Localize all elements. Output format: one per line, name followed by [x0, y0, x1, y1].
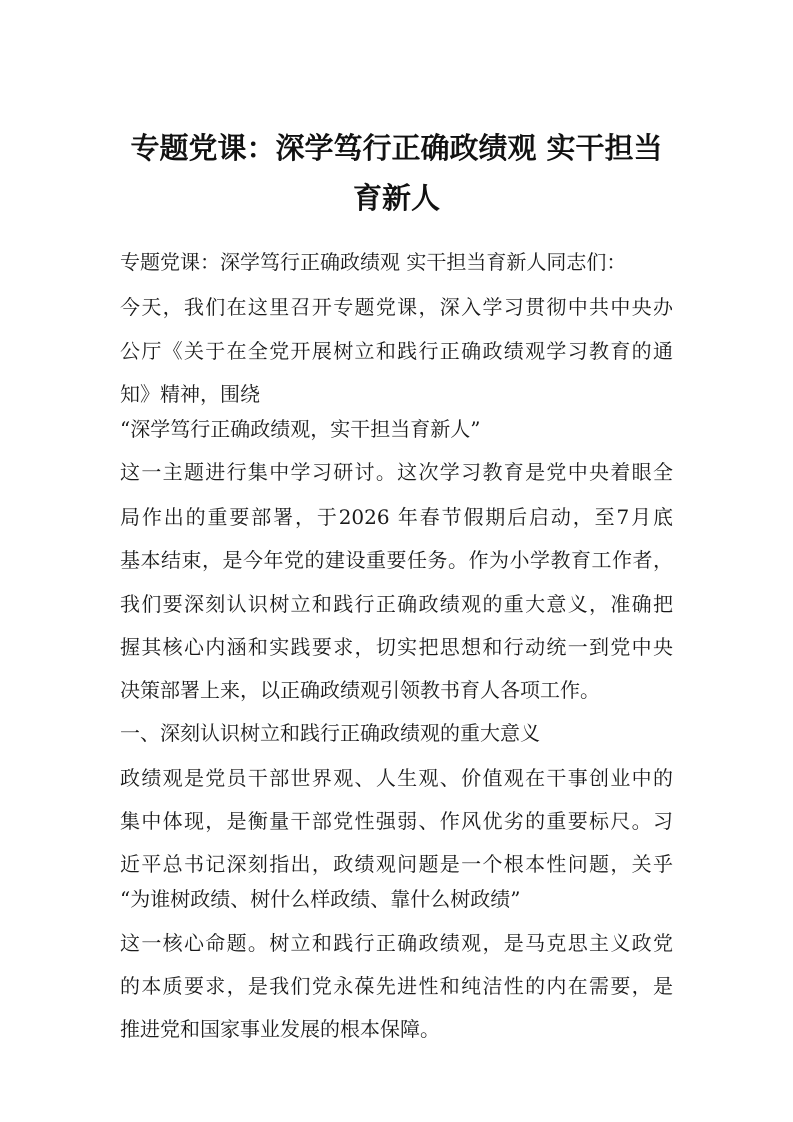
quote-line: “深学笃行正确政绩观，实干担当育新人” — [120, 417, 481, 441]
document-title-line-1: 专题党课：深学笃行正确政绩观 实干担当 — [130, 131, 663, 165]
body-line: 集中体现，是衡量干部党性强弱、作风优劣的重要标尺。习 — [120, 809, 673, 833]
body-line: 知》精神，围绕 — [120, 382, 260, 406]
document-title-line-2: 育新人 — [352, 181, 440, 215]
section-heading: 一、深刻认识树立和践行正确政绩观的重大意义 — [120, 721, 540, 745]
body-line: 我们要深刻认识树立和践行正确政绩观的重大意义，准确把 — [120, 592, 673, 616]
body-line: 近平总书记深刻指出，政绩观问题是一个根本性问题，关乎 — [120, 852, 673, 876]
body-line: 决策部署上来，以正确政绩观引领教书育人各项工作。 — [120, 678, 600, 702]
body-line: 的本质要求，是我们党永葆先进性和纯洁性的内在需要，是 — [120, 974, 673, 998]
body-line: 政绩观是党员干部世界观、人生观、价值观在干事创业中的 — [120, 766, 673, 790]
body-line: 推进党和国家事业发展的根本保障。 — [120, 1017, 440, 1041]
body-line: 这一主题进行集中学习研讨。这次学习教育是党中央着眼全 — [120, 460, 673, 484]
body-line: 今天，我们在这里召开专题党课，深入学习贯彻中共中央办 — [120, 295, 673, 319]
body-line: 局作出的重要部署，于2026 年春节假期后启动，至7月底 — [120, 505, 673, 529]
quote-line: “为谁树政绩、树什么样政绩、靠什么树政绩” — [120, 887, 521, 911]
body-line: 这一核心命题。树立和践行正确政绩观，是马克思主义政党 — [120, 931, 673, 955]
body-line: 基本结束，是今年党的建设重要任务。作为小学教育工作者， — [120, 548, 673, 572]
body-line: 握其核心内涵和实践要求，切实把思想和行动统一到党中央 — [120, 635, 673, 659]
body-line: 专题党课：深学笃行正确政绩观 实干担当育新人同志们： — [120, 250, 627, 274]
body-line: 公厅《关于在全党开展树立和践行正确政绩观学习教育的通 — [120, 339, 673, 363]
